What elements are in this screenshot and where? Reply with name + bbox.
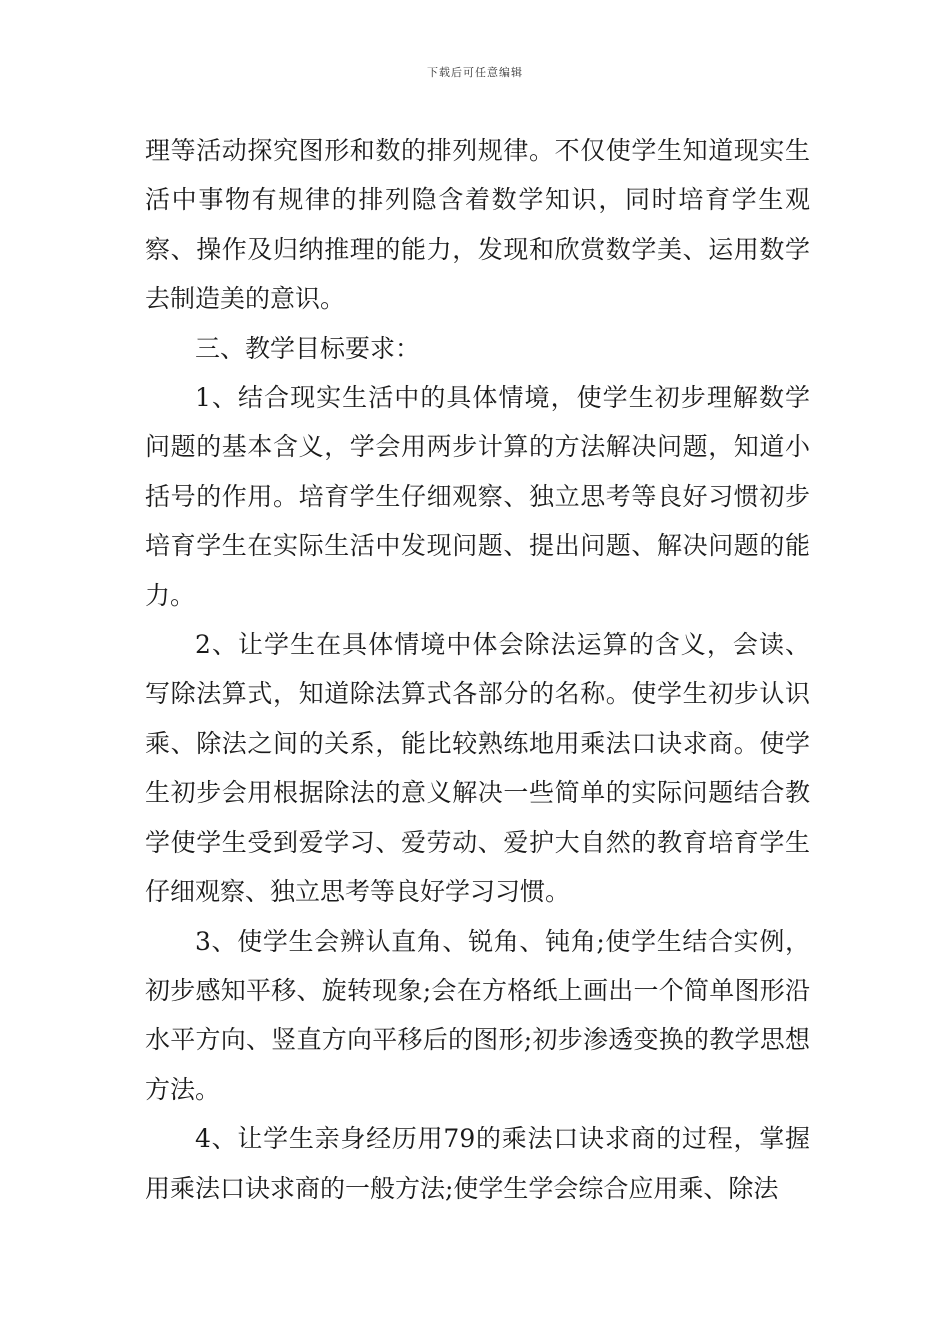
section-heading-teaching-goals: 三、教学目标要求： <box>195 333 421 363</box>
paragraph-goal-3: 3、使学生会辨认直角、锐角、钝角;使学生结合实例，初步感知平移、旋转现象;会在方格纸上画出一个简单图形沿水平方向、竖直方向平移后的图形;初步渗透变换的教学思想方法。 <box>145 926 810 1104</box>
paragraph-goal-2: 2、让学生在具体情境中体会除法运算的含义，会读、写除法算式，知道除法算式各部分的名称。使学生初步认识乘、除法之间的关系，能比较熟练地用乘法口诀求商。使学生初步会用根据除法的意义解决一些简单的实际问题结合教学使学生受到爱学习、爱劳动、爱护大自然的教育培育学生仔细观察、独立思考等良好学习习惯。 <box>145 630 810 907</box>
paragraph-goal-1: 1、结合现实生活中的具体情境，使学生初步理解数学问题的基本含义，学会用两步计算的方法解决问题，知道小括号的作用。培育学生仔细观察、独立思考等良好习惯初步培育学生在实际生活中发现问题、提出问题、解决问题的能力。 <box>145 383 810 610</box>
document-body <box>145 126 810 1213</box>
paragraph-goal-4: 4、让学生亲身经历用79的乘法口诀求商的过程，掌握用乘法口诀求商的一般方法;使学生学会综合应用乘、除法 <box>145 1124 810 1203</box>
paragraph-continuation: 理等活动探究图形和数的排列规律。不仅使学生知道现实生活中事物有规律的排列隐含着数学知识，同时培育学生观察、操作及归纳推理的能力，发现和欣赏数学美、运用数学去制造美的意识。 <box>145 136 810 314</box>
page-header: 下载后可任意编辑 <box>427 66 523 79</box>
